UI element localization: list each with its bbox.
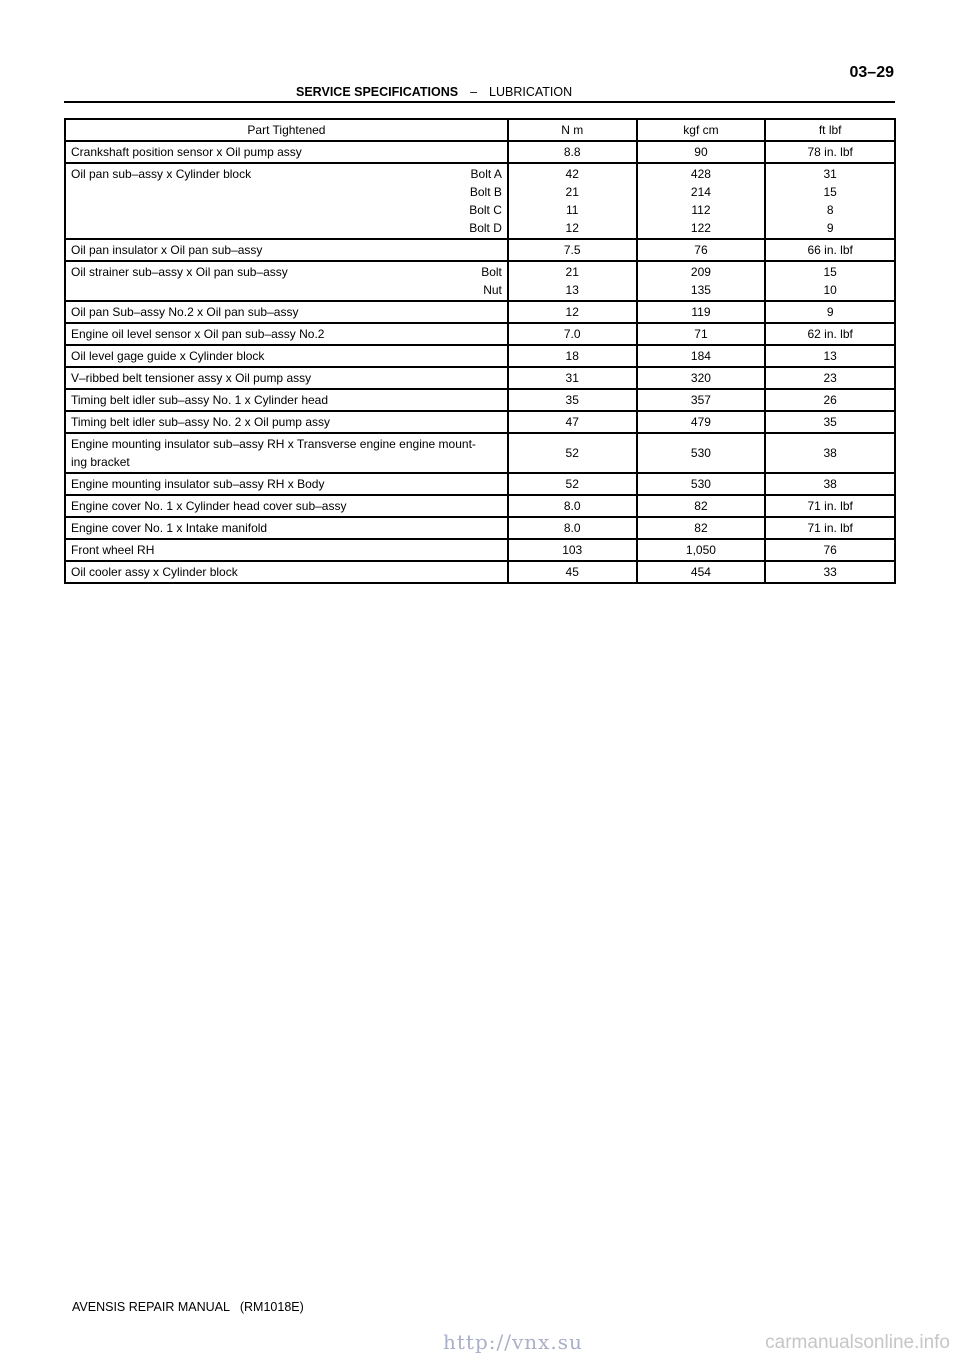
value-line: 15	[823, 185, 837, 199]
part-cell	[65, 433, 508, 473]
value-ft-lbf: 23	[765, 367, 895, 389]
value-line: 42	[565, 167, 579, 181]
value-line: 11	[565, 203, 579, 217]
fastener-labels	[481, 263, 502, 299]
value-ft-lbf: 78 in. lbf	[765, 141, 895, 163]
value-line: 13	[565, 283, 579, 297]
table-row	[65, 389, 895, 411]
table-row	[65, 411, 895, 433]
table-row	[65, 539, 895, 561]
part-name: Oil cooler assy x Cylinder block	[65, 561, 508, 583]
value-ft-lbf: 76	[765, 539, 895, 561]
value-line: 135	[690, 283, 711, 297]
part-name: Oil pan sub–assy x Cylinder block	[71, 167, 252, 181]
sub-label: Bolt	[481, 265, 502, 279]
table-row	[65, 163, 895, 239]
part-name: Engine cover No. 1 x Cylinder head cover sub–assy	[65, 495, 508, 517]
part-name: Engine oil level sensor x Oil pan sub–assy No.2	[65, 323, 508, 345]
value-ft-lbf: 33	[765, 561, 895, 583]
value-nm: 52	[508, 433, 637, 473]
page-footer: AVENSIS REPAIR MANUAL (RM1018E)	[72, 1300, 304, 1314]
value-ft-lbf: 13	[765, 345, 895, 367]
part-name-continued: ing bracket	[71, 455, 130, 469]
table-row	[65, 261, 895, 301]
value-kgf-cm: 357	[637, 389, 766, 411]
value-line: 21	[565, 265, 579, 279]
value-line: 112	[691, 203, 711, 217]
value-ft-lbf: 38	[765, 473, 895, 495]
header-nm: N m	[508, 119, 637, 141]
page-number: 03–29	[849, 64, 894, 81]
value-kgf-cm: 530	[637, 433, 766, 473]
table-row	[65, 517, 895, 539]
value-nm	[508, 163, 637, 239]
header-section: SERVICE SPECIFICATIONS	[296, 85, 459, 99]
value-kgf-cm: 119	[637, 301, 766, 323]
header-ft-lbf: ft lbf	[765, 119, 895, 141]
part-name: Oil pan insulator x Oil pan sub–assy	[65, 239, 508, 261]
watermark-link[interactable]: http://vnx.su	[443, 1330, 583, 1354]
value-kgf-cm	[637, 163, 766, 239]
value-line: 21	[565, 185, 579, 199]
part-name: Timing belt idler sub–assy No. 1 x Cylinder head	[65, 389, 508, 411]
value-kgf-cm: 82	[637, 495, 766, 517]
part-name: Timing belt idler sub–assy No. 2 x Oil pump assy	[65, 411, 508, 433]
value-nm: 47	[508, 411, 637, 433]
value-kgf-cm: 479	[637, 411, 766, 433]
sub-label: Bolt A	[470, 167, 502, 181]
part-name: Engine mounting insulator sub–assy RH x Transverse engine engine mount-	[71, 437, 476, 451]
value-line: 12	[565, 221, 579, 235]
torque-spec-table	[64, 118, 896, 584]
page-header	[64, 84, 895, 103]
value-nm: 45	[508, 561, 637, 583]
value-kgf-cm: 1,050	[637, 539, 766, 561]
value-ft-lbf: 62 in. lbf	[765, 323, 895, 345]
sub-label: Bolt B	[469, 185, 502, 199]
part-cell	[65, 261, 508, 301]
header-part-tightened: Part Tightened	[65, 119, 508, 141]
header-separator: –	[470, 85, 478, 99]
value-ft-lbf: 66 in. lbf	[765, 239, 895, 261]
part-name: Engine mounting insulator sub–assy RH x Body	[65, 473, 508, 495]
value-kgf-cm: 454	[637, 561, 766, 583]
value-line: 15	[823, 265, 837, 279]
table-row	[65, 473, 895, 495]
value-nm: 7.5	[508, 239, 637, 261]
value-kgf-cm: 184	[637, 345, 766, 367]
value-nm: 8.8	[508, 141, 637, 163]
value-kgf-cm	[637, 261, 766, 301]
value-kgf-cm: 82	[637, 517, 766, 539]
value-line: 31	[823, 167, 837, 181]
part-name: Front wheel RH	[65, 539, 508, 561]
header-kgf-cm: kgf cm	[637, 119, 766, 141]
value-line: 428	[690, 167, 711, 181]
table-row	[65, 345, 895, 367]
part-cell	[65, 163, 508, 239]
value-kgf-cm: 71	[637, 323, 766, 345]
value-line: 122	[690, 221, 711, 235]
value-ft-lbf	[765, 261, 895, 301]
table-row	[65, 495, 895, 517]
value-ft-lbf: 9	[765, 301, 895, 323]
sub-label: Bolt C	[469, 203, 502, 217]
table-row	[65, 367, 895, 389]
table-row	[65, 433, 895, 473]
value-nm	[508, 261, 637, 301]
value-nm: 12	[508, 301, 637, 323]
value-nm: 7.0	[508, 323, 637, 345]
value-nm: 18	[508, 345, 637, 367]
value-nm: 52	[508, 473, 637, 495]
value-nm: 8.0	[508, 517, 637, 539]
header-title	[296, 85, 572, 99]
part-name: Crankshaft position sensor x Oil pump assy	[65, 141, 508, 163]
part-name: Oil level gage guide x Cylinder block	[65, 345, 508, 367]
bolt-labels	[469, 165, 502, 237]
value-kgf-cm: 320	[637, 367, 766, 389]
value-ft-lbf	[765, 163, 895, 239]
part-name: Oil pan Sub–assy No.2 x Oil pan sub–assy	[65, 301, 508, 323]
value-kgf-cm: 76	[637, 239, 766, 261]
sub-label: Nut	[483, 283, 502, 297]
table-row	[65, 239, 895, 261]
value-line: 209	[690, 265, 711, 279]
value-line: 214	[690, 185, 711, 199]
header-subsection: LUBRICATION	[489, 85, 573, 99]
part-name: Oil strainer sub–assy x Oil pan sub–assy	[71, 265, 288, 279]
value-ft-lbf: 35	[765, 411, 895, 433]
value-ft-lbf: 38	[765, 433, 895, 473]
value-nm: 35	[508, 389, 637, 411]
table-row	[65, 561, 895, 583]
value-nm: 31	[508, 367, 637, 389]
sub-label: Bolt D	[469, 221, 502, 235]
value-line: 9	[826, 221, 834, 235]
value-ft-lbf: 71 in. lbf	[765, 495, 895, 517]
table-row	[65, 301, 895, 323]
value-ft-lbf: 26	[765, 389, 895, 411]
value-nm: 8.0	[508, 495, 637, 517]
table-header-row	[65, 119, 895, 141]
value-kgf-cm: 530	[637, 473, 766, 495]
value-kgf-cm: 90	[637, 141, 766, 163]
value-nm: 103	[508, 539, 637, 561]
table-row	[65, 141, 895, 163]
value-line: 10	[823, 283, 837, 297]
part-name: Engine cover No. 1 x Intake manifold	[65, 517, 508, 539]
value-line: 8	[826, 203, 834, 217]
value-ft-lbf: 71 in. lbf	[765, 517, 895, 539]
watermark-site: carmanualsonline.info	[765, 1332, 950, 1353]
part-name: V–ribbed belt tensioner assy x Oil pump assy	[65, 367, 508, 389]
table-row	[65, 323, 895, 345]
